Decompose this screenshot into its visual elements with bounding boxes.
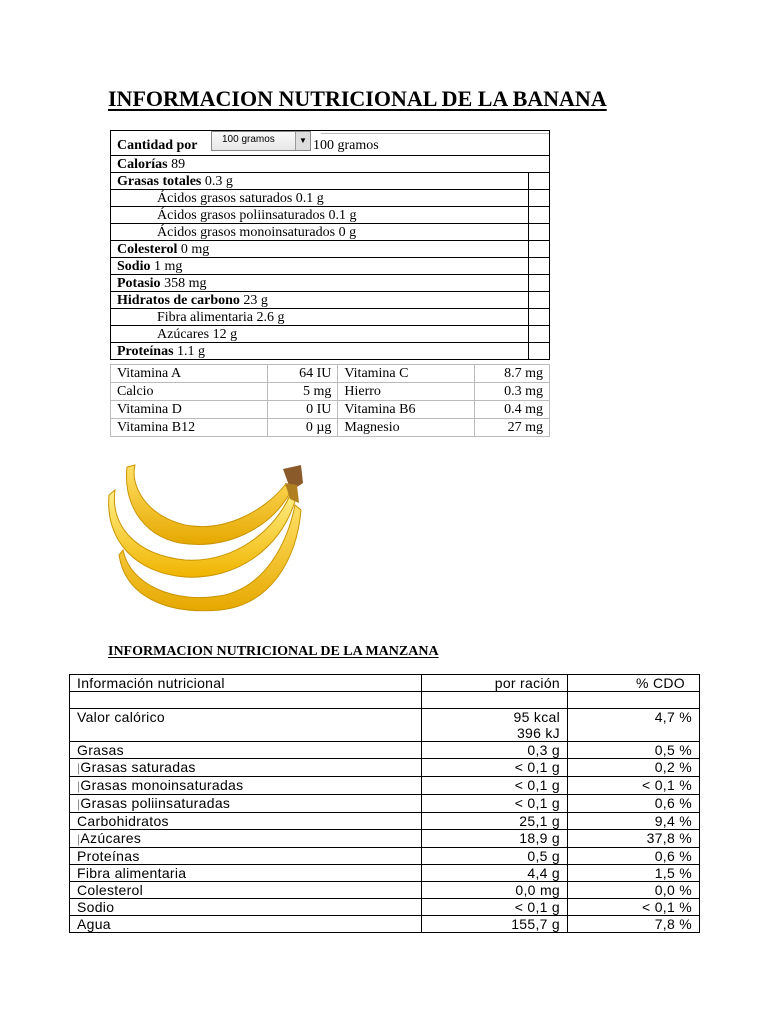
per-serving-value: < 0,1 g: [514, 899, 560, 915]
nutrient-name: Carbohidratos: [77, 813, 169, 829]
apple-nutrition-table: [69, 674, 700, 933]
nutrient-row: [110, 258, 550, 275]
empty-cell: [528, 224, 549, 240]
vitamin-row: [111, 401, 550, 419]
vitamin-value: 8.7 mg: [475, 365, 550, 383]
cdo-cell: < 0,1 %: [568, 777, 700, 795]
nutrient-name: Agua: [77, 916, 111, 932]
per-serving-value: 4,4 g: [527, 865, 560, 881]
banana-nutrition-table: [110, 130, 550, 360]
cdo-cell: 7,8 %: [568, 916, 700, 933]
table-row: [70, 795, 700, 813]
divider: [321, 133, 549, 134]
nutrient-row: [110, 275, 550, 292]
nutrient-row: [110, 241, 550, 258]
nutrient-label: Ácidos grasos monoinsaturados 0 g: [157, 225, 357, 240]
vitamin-name: Vitamina B12: [111, 419, 268, 437]
per-serving-value: 25,1 g: [519, 813, 560, 829]
nutrient-label: Colesterol: [117, 242, 178, 257]
cdo-cell: 0,6 %: [568, 848, 700, 865]
table-header-row: [70, 675, 700, 692]
per-serving-cell: [422, 916, 568, 933]
cdo-cell: 0,0 %: [568, 882, 700, 899]
empty-cell: [528, 207, 549, 223]
nutrient-name: Grasas poliinsaturadas: [80, 795, 231, 811]
table-row: [70, 830, 700, 848]
quantity-select[interactable]: [211, 131, 311, 151]
header-cell: por ración: [422, 675, 568, 692]
nutrient-name-cell: [70, 813, 422, 830]
nutrient-name-cell: [70, 830, 422, 848]
per-serving-cell: [422, 899, 568, 916]
nutrient-name-cell: [70, 795, 422, 813]
table-row: [70, 916, 700, 933]
empty-cell: [528, 292, 549, 308]
nutrient-label: Sodio: [117, 259, 151, 274]
per-serving-value: 18,9 g: [519, 830, 560, 846]
nutrient-name: Valor calórico: [77, 709, 165, 725]
nutrient-label: Calorías: [117, 157, 168, 172]
per-serving-value: 95 kcal: [513, 709, 560, 725]
nutrient-value: 0 mg: [177, 242, 210, 257]
nutrient-name: Proteínas: [77, 848, 140, 864]
nutrient-row: [110, 224, 550, 241]
empty-row: [70, 692, 700, 709]
vitamin-name: Vitamina B6: [338, 401, 475, 419]
vitamin-name: Vitamina D: [111, 401, 268, 419]
nutrient-name: Grasas monoinsaturadas: [80, 777, 244, 793]
per-serving-cell: [422, 813, 568, 830]
nutrient-name-cell: [70, 899, 422, 916]
nutrient-value: 358 mg: [160, 276, 207, 291]
nutrient-row: [110, 343, 550, 360]
nutrient-label: Ácidos grasos poliinsaturados 0.1 g: [157, 208, 357, 223]
quantity-text: 100 gramos: [313, 138, 379, 153]
table-row: [70, 882, 700, 899]
nutrient-name-cell: [70, 742, 422, 759]
nutrient-row: [110, 207, 550, 224]
vitamin-value: 0.4 mg: [475, 401, 550, 419]
vitamin-name: Hierro: [338, 383, 475, 401]
vitamin-value: 0 IU: [267, 401, 338, 419]
nutrient-value: 1 mg: [150, 259, 183, 274]
nutrient-name: Grasas: [77, 742, 124, 758]
table-row: [70, 777, 700, 795]
per-serving-value: 0,5 g: [527, 848, 560, 864]
nutrient-label: Proteínas: [117, 344, 174, 359]
empty-cell: [528, 258, 549, 274]
empty-cell: [528, 309, 549, 325]
nutrient-name: Fibra alimentaria: [77, 865, 187, 881]
indent-bar: |: [77, 779, 81, 793]
cdo-cell: 9,4 %: [568, 813, 700, 830]
vitamin-name: Vitamina A: [111, 365, 268, 383]
nutrient-name: Grasas saturadas: [80, 759, 196, 775]
nutrient-row: [110, 156, 550, 173]
banana-image: [105, 455, 310, 615]
nutrient-label: Grasas totales: [117, 174, 202, 189]
per-serving-cell: [422, 795, 568, 813]
header-cell: Información nutricional: [70, 675, 422, 692]
nutrient-name-cell: [70, 882, 422, 899]
nutrient-label: Azúcares 12 g: [157, 327, 238, 342]
nutrient-row: [110, 173, 550, 190]
table-row: [70, 813, 700, 830]
per-serving-cell: [422, 830, 568, 848]
table-row: [70, 709, 700, 742]
nutrient-name-cell: [70, 777, 422, 795]
indent-bar: |: [77, 832, 81, 846]
empty-cell: [528, 190, 549, 206]
cdo-cell: 1,5 %: [568, 865, 700, 882]
per-serving-cell: [422, 777, 568, 795]
vitamin-value: 0 µg: [267, 419, 338, 437]
nutrient-row: [110, 292, 550, 309]
vitamin-row: [111, 365, 550, 383]
nutrient-name: Sodio: [77, 899, 115, 915]
nutrient-row: [110, 309, 550, 326]
nutrient-label: Fibra alimentaria 2.6 g: [157, 310, 285, 325]
table-row: [70, 865, 700, 882]
nutrient-name-cell: [70, 759, 422, 777]
nutrient-name: Colesterol: [77, 882, 144, 898]
vitamin-value: 0.3 mg: [475, 383, 550, 401]
per-serving-cell: [422, 848, 568, 865]
quantity-row: [110, 130, 550, 156]
table-row: [70, 899, 700, 916]
empty-cell: [528, 241, 549, 257]
per-serving-value: < 0,1 g: [514, 759, 560, 775]
empty-cell: [528, 343, 549, 359]
vitamin-name: Magnesio: [338, 419, 475, 437]
per-serving-cell: [422, 865, 568, 882]
vitamin-value: 64 IU: [267, 365, 338, 383]
vitamin-name: Calcio: [111, 383, 268, 401]
dropdown-arrow-icon[interactable]: ▼: [295, 132, 310, 150]
nutrient-value: 0.3 g: [201, 174, 233, 189]
vitamin-row: [111, 383, 550, 401]
per-serving-value-alt: 396 kJ: [516, 725, 560, 741]
per-serving-value: 0,3 g: [527, 742, 560, 758]
nutrient-value: 89: [167, 157, 186, 172]
empty-cell: [528, 173, 549, 189]
per-serving-cell: [422, 759, 568, 777]
per-serving-cell: [422, 709, 568, 742]
cdo-cell: < 0,1 %: [568, 899, 700, 916]
empty-cell: [528, 326, 549, 342]
banana-rows: [110, 156, 550, 360]
vitamin-row: [111, 419, 550, 437]
apple-section-title: INFORMACION NUTRICIONAL DE LA MANZANA: [108, 644, 439, 659]
table-row: [70, 759, 700, 777]
page-title: INFORMACION NUTRICIONAL DE LA BANANA: [108, 86, 607, 111]
table-row: [70, 742, 700, 759]
indent-bar: |: [77, 761, 81, 775]
nutrient-name-cell: [70, 865, 422, 882]
nutrient-name: Azúcares: [80, 830, 142, 846]
indent-bar: |: [77, 797, 81, 811]
vitamin-name: Vitamina C: [338, 365, 475, 383]
quantity-select-value: 100 gramos: [222, 134, 275, 145]
vitamin-value: 5 mg: [267, 383, 338, 401]
vitamin-value: 27 mg: [475, 419, 550, 437]
cdo-cell: 37,8 %: [568, 830, 700, 848]
nutrient-name-cell: [70, 848, 422, 865]
nutrient-label: Potasio: [117, 276, 161, 291]
quantity-label: Cantidad por: [117, 138, 198, 153]
table-row: [70, 848, 700, 865]
per-serving-value: 0,0 mg: [515, 882, 560, 898]
per-serving-cell: [422, 882, 568, 899]
cdo-cell: 4,7 %: [568, 709, 700, 742]
nutrient-row: [110, 190, 550, 207]
nutrient-value: 23 g: [239, 293, 268, 308]
per-serving-cell: [422, 742, 568, 759]
cdo-cell: 0,5 %: [568, 742, 700, 759]
nutrient-value: 1.1 g: [173, 344, 206, 359]
nutrient-row: [110, 326, 550, 343]
per-serving-value: < 0,1 g: [514, 795, 560, 811]
cdo-cell: 0,6 %: [568, 795, 700, 813]
per-serving-value: < 0,1 g: [514, 777, 560, 793]
empty-cell: [528, 275, 549, 291]
nutrient-name-cell: [70, 709, 422, 742]
cdo-cell: 0,2 %: [568, 759, 700, 777]
vitamin-table: [110, 364, 550, 437]
header-cell: % CDO: [568, 675, 700, 692]
nutrient-name-cell: [70, 916, 422, 933]
nutrient-label: Hidratos de carbono: [117, 293, 240, 308]
nutrient-label: Ácidos grasos saturados 0.1 g: [157, 191, 324, 206]
per-serving-value: 155,7 g: [511, 916, 560, 932]
